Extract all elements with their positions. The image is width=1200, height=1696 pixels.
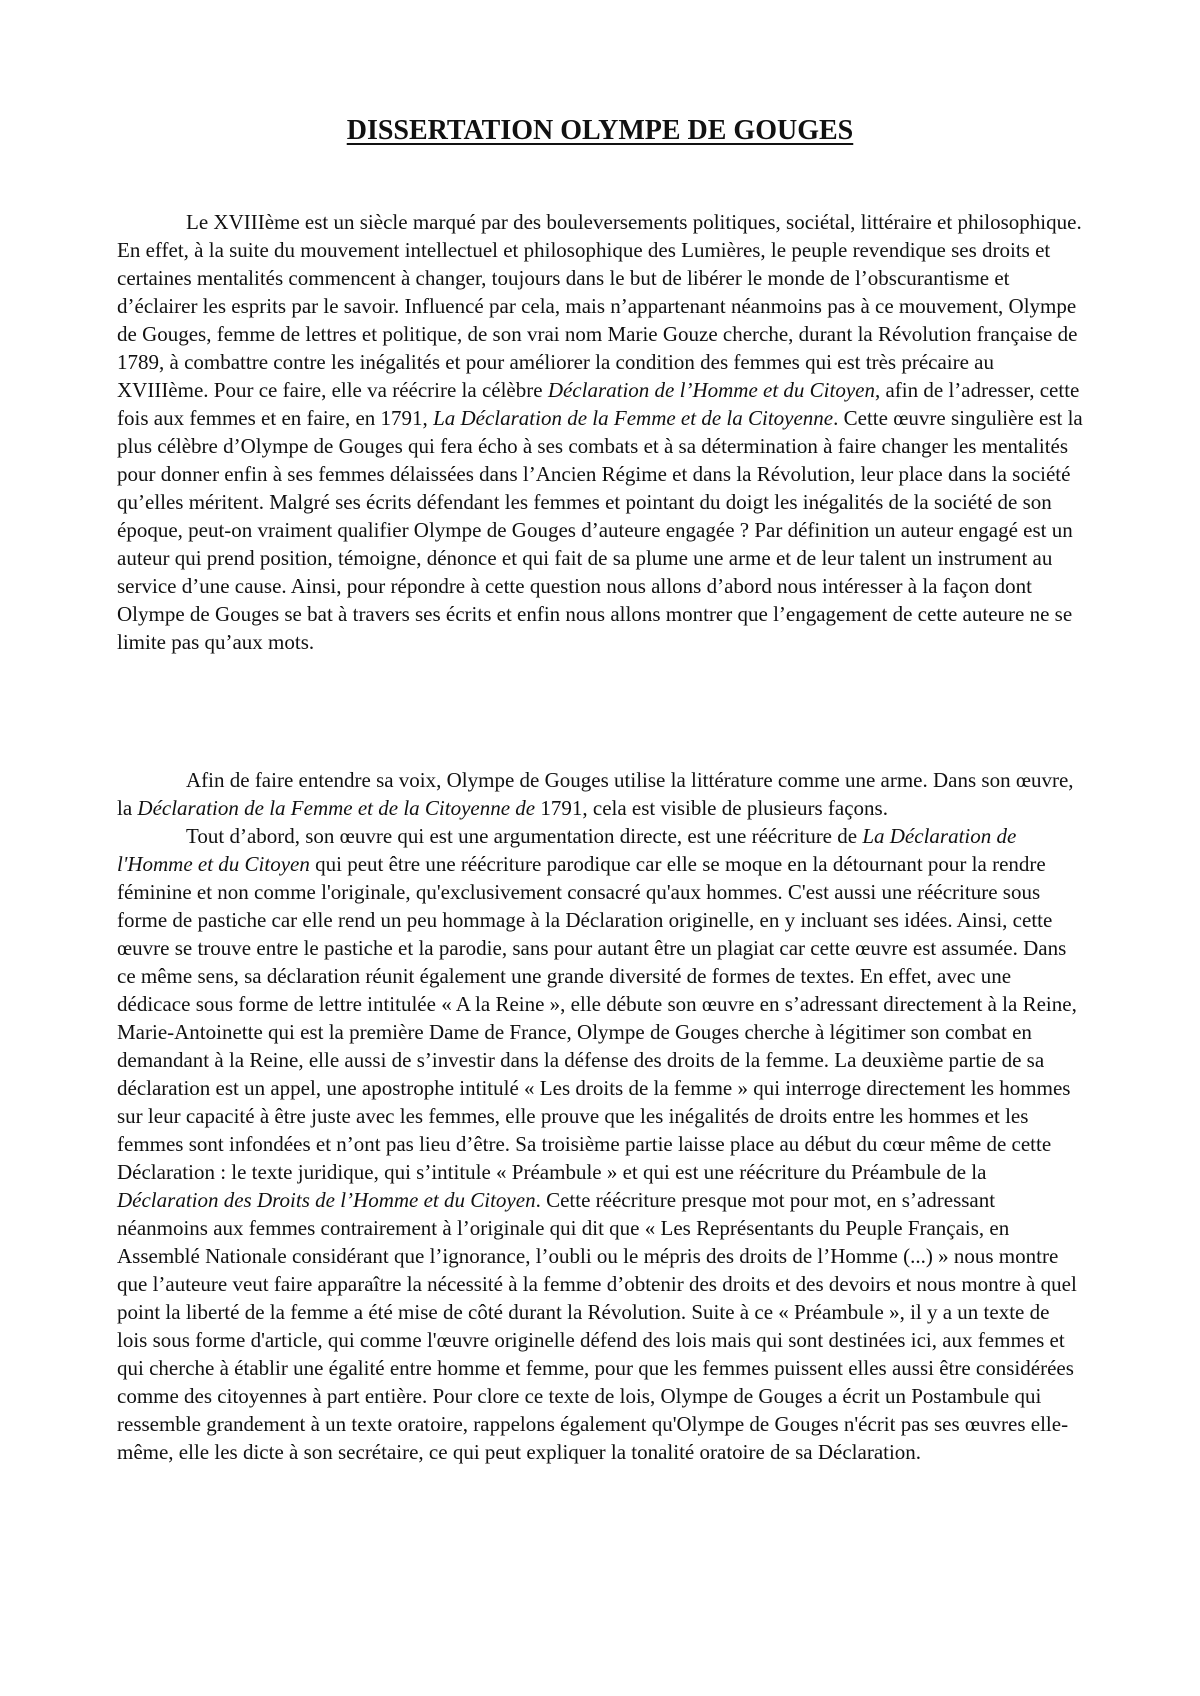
text-run: . Cette œuvre singulière est la plus célèbre d’Olympe de Gouges qui fera écho à ses combats et à sa détermination à faire changer les mentalités pour donner enfin à ses femmes délaissées dans l’Ancien Régime et dans la Révolution, leur place dans la société qu’elles méritent. Malgré ses écrits défendant les femmes et pointant du doigt les inégalités de la société de son époque, peut-on vraiment qualifier Olympe de Gouges d’auteure engagée ? Par définition un auteur engagé est un auteur qui prend position, témoigne, dénonce et qui fait de sa plume une arme et de leur talent un instrument au service d’une cause. Ainsi, pour répondre à cette question nous allons d’abord nous intéresser à la façon dont Olympe de Gouges se bat à travers ses écrits et enfin nous allons montrer que l’engagement de cette auteure ne se limite pas qu’aux mots. bbox=[117, 406, 1083, 654]
text-run: 1791, cela est visible de plusieurs façons. bbox=[535, 796, 888, 820]
text-run: Afin de faire entendre sa voix, Olympe de Gouges utilise la littérature comme une arme. Dans son œuvre, la bbox=[117, 768, 1074, 820]
italic-title: La Déclaration de l'Homme et du Citoyen bbox=[117, 824, 1017, 876]
italic-title: La Déclaration de la Femme et de la Citoyenne bbox=[433, 406, 834, 430]
text-run: . Cette réécriture presque mot pour mot, en s’adressant néanmoins aux femmes contrairement à l’originale qui dit que « Les Représentants du Peuple Français, en Assemblé Nationale considérant que l’ignorance, l’oubli ou le mépris des droits de l’Homme (...) » nous montre que l’auteure veut faire apparaître la nécessité à la femme d’obtenir des droits et des devoirs et nous montre à quel point la liberté de la femme a été mise de côté durant la Révolution. Suite à ce « Préambule », il y a un texte de lois sous forme d'article, qui comme l'œuvre originelle défend des lois mais qui sont destinées ici, aux femmes et qui cherche à établir une égalité entre homme et femme, pour que les femmes puissent elles aussi être considérées comme des citoyennes à part entière. Pour clore ce texte de lois, Olympe de Gouges a écrit un Postambule qui ressemble grandement à un texte oratoire, rappelons également qu'Olympe de Gouges n'écrit pas ses œuvres elle-même, elle les dicte à son secrétaire, ce qui peut expliquer la tonalité oratoire de sa Déclaration. bbox=[117, 1188, 1077, 1464]
text-run: Le XVIIIème est un siècle marqué par des bouleversements politiques, sociétal, littéraire et philosophique. En effet, à la suite du mouvement intellectuel et philosophique des Lumières, le peuple revendique ses droits et certaines mentalités commencent à changer, toujours dans le but de libérer le monde de l’obscurantisme et d’éclairer les esprits par le savoir. Influencé par cela, mais n’appartenant néanmoins pas à ce mouvement, Olympe de Gouges, femme de lettres et politique, de son vrai nom Marie Gouze cherche, durant la Révolution française de 1789, à combattre contre les inégalités et pour améliorer la condition des femmes qui est très précaire au XVIIIème. Pour ce faire, elle va réécrire la célèbre bbox=[117, 210, 1082, 402]
section-paragraph bbox=[117, 822, 1083, 1466]
italic-title: Déclaration de la Femme et de la Citoyenne de bbox=[137, 796, 536, 820]
text-run: qui peut être une réécriture parodique car elle se moque en la détournant pour la rendre féminine et non comme l'originale, qu'exclusivement consacré qu'aux hommes. C'est aussi une réécriture sous forme de pastiche car elle rend un peu hommage à la Déclaration originelle, en y incluant ses idées. Ainsi, cette œuvre se trouve entre le pastiche et la parodie, sans pour autant être un plagiat car cette œuvre est assumée. Dans ce même sens, sa déclaration réunit également une grande diversité de formes de textes. En effet, avec une dédicace sous forme de lettre intitulée « A la Reine », elle débute son œuvre en s’adressant directement à la Reine, Marie-Antoinette qui est la première Dame de France, Olympe de Gouges cherche à légitimer son combat en demandant à la Reine, elle aussi de s’investir dans la défense des droits de la femme. La deuxième partie de sa déclaration est un appel, une apostrophe intitulé « Les droits de la femme » qui interroge directement les hommes sur leur capacité à être juste avec les femmes, elle prouve que les inégalités de droits entre les hommes et les femmes sont infondées et n’ont pas lieu d’être. Sa troisième partie laisse place au début du cœur même de cette Déclaration : le texte juridique, qui s’intitule « Préambule » et qui est une réécriture du Préambule de la bbox=[117, 852, 1077, 1184]
italic-title: Déclaration de l’Homme et du Citoyen bbox=[547, 378, 875, 402]
italic-title: Déclaration des Droits de l’Homme et du Citoyen bbox=[117, 1188, 536, 1212]
section-one bbox=[117, 766, 1083, 1466]
text-run: , afin de l’adresser, cette fois aux femmes et en faire, en 1791, bbox=[117, 378, 1080, 430]
document-title: DISSERTATION OLYMPE DE GOUGES bbox=[346, 115, 854, 146]
intro-paragraph bbox=[117, 208, 1083, 656]
text-run: Tout d’abord, son œuvre qui est une argumentation directe, est une réécriture de bbox=[186, 824, 863, 848]
introduction bbox=[117, 208, 1083, 656]
section-paragraph bbox=[117, 766, 1083, 822]
